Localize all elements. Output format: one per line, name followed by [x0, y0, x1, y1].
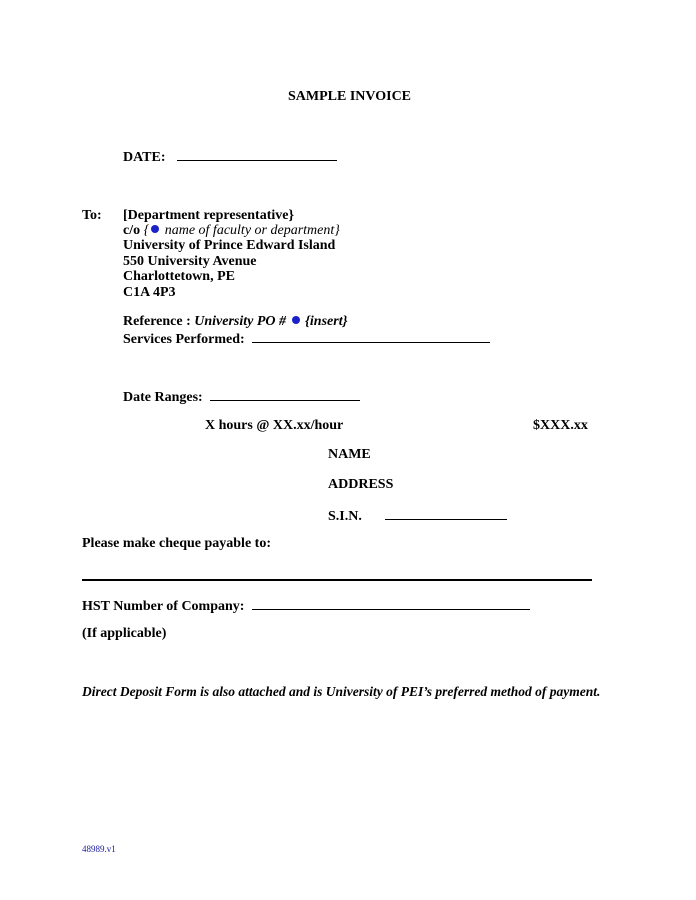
recipient-street: 550 University Avenue [123, 254, 257, 269]
co-open-brace: { [143, 223, 150, 238]
co-prefix: c/o [123, 223, 141, 238]
reference-label: Reference : [123, 314, 191, 329]
reference-row [123, 314, 347, 330]
recipient-city: Charlottetown, PE [123, 269, 235, 284]
direct-deposit-note: Direct Deposit Form is also attached and is University of PEI’s preferred method of payment. [82, 684, 601, 699]
sin-field[interactable] [385, 507, 507, 520]
cheque-label: Please make cheque payable to: [82, 536, 271, 551]
co-faculty-placeholder: name of faculty or department [164, 223, 335, 238]
reference-po: University PO # [194, 314, 287, 329]
hst-label: HST Number of Company: [82, 599, 245, 614]
if-applicable: (If applicable) [82, 626, 167, 641]
services-field[interactable] [252, 330, 490, 343]
date-ranges-label: Date Ranges: [123, 390, 203, 405]
reference-insert: {insert} [305, 314, 348, 329]
bullet-icon [292, 316, 300, 324]
recipient-co-line [123, 223, 340, 239]
footer-code: 48989.v1 [82, 844, 116, 854]
date-field[interactable] [177, 148, 337, 161]
services-label: Services Performed: [123, 332, 245, 347]
cheque-payee-line[interactable] [82, 579, 592, 581]
hst-row [82, 597, 530, 615]
to-label: To: [82, 208, 102, 223]
recipient-postal: C1A 4P3 [123, 285, 176, 300]
date-ranges-row [123, 388, 360, 406]
amount: $XXX.xx [533, 418, 588, 433]
bullet-icon [151, 225, 159, 233]
date-row [123, 148, 337, 166]
date-label: DATE: [123, 150, 166, 165]
hst-field[interactable] [252, 597, 530, 610]
address-label: ADDRESS [328, 477, 394, 492]
sin-label: S.I.N. [328, 509, 362, 524]
recipient-university: University of Prince Edward Island [123, 238, 336, 253]
sin-row [328, 507, 507, 525]
invoice-title: SAMPLE INVOICE [288, 89, 412, 104]
services-row [123, 330, 490, 348]
date-ranges-field[interactable] [210, 388, 360, 401]
co-close-brace: } [334, 223, 340, 238]
recipient-line1: [Department representative} [123, 208, 295, 223]
name-label: NAME [328, 447, 371, 462]
hours-line: X hours @ XX.xx/hour [205, 418, 344, 433]
